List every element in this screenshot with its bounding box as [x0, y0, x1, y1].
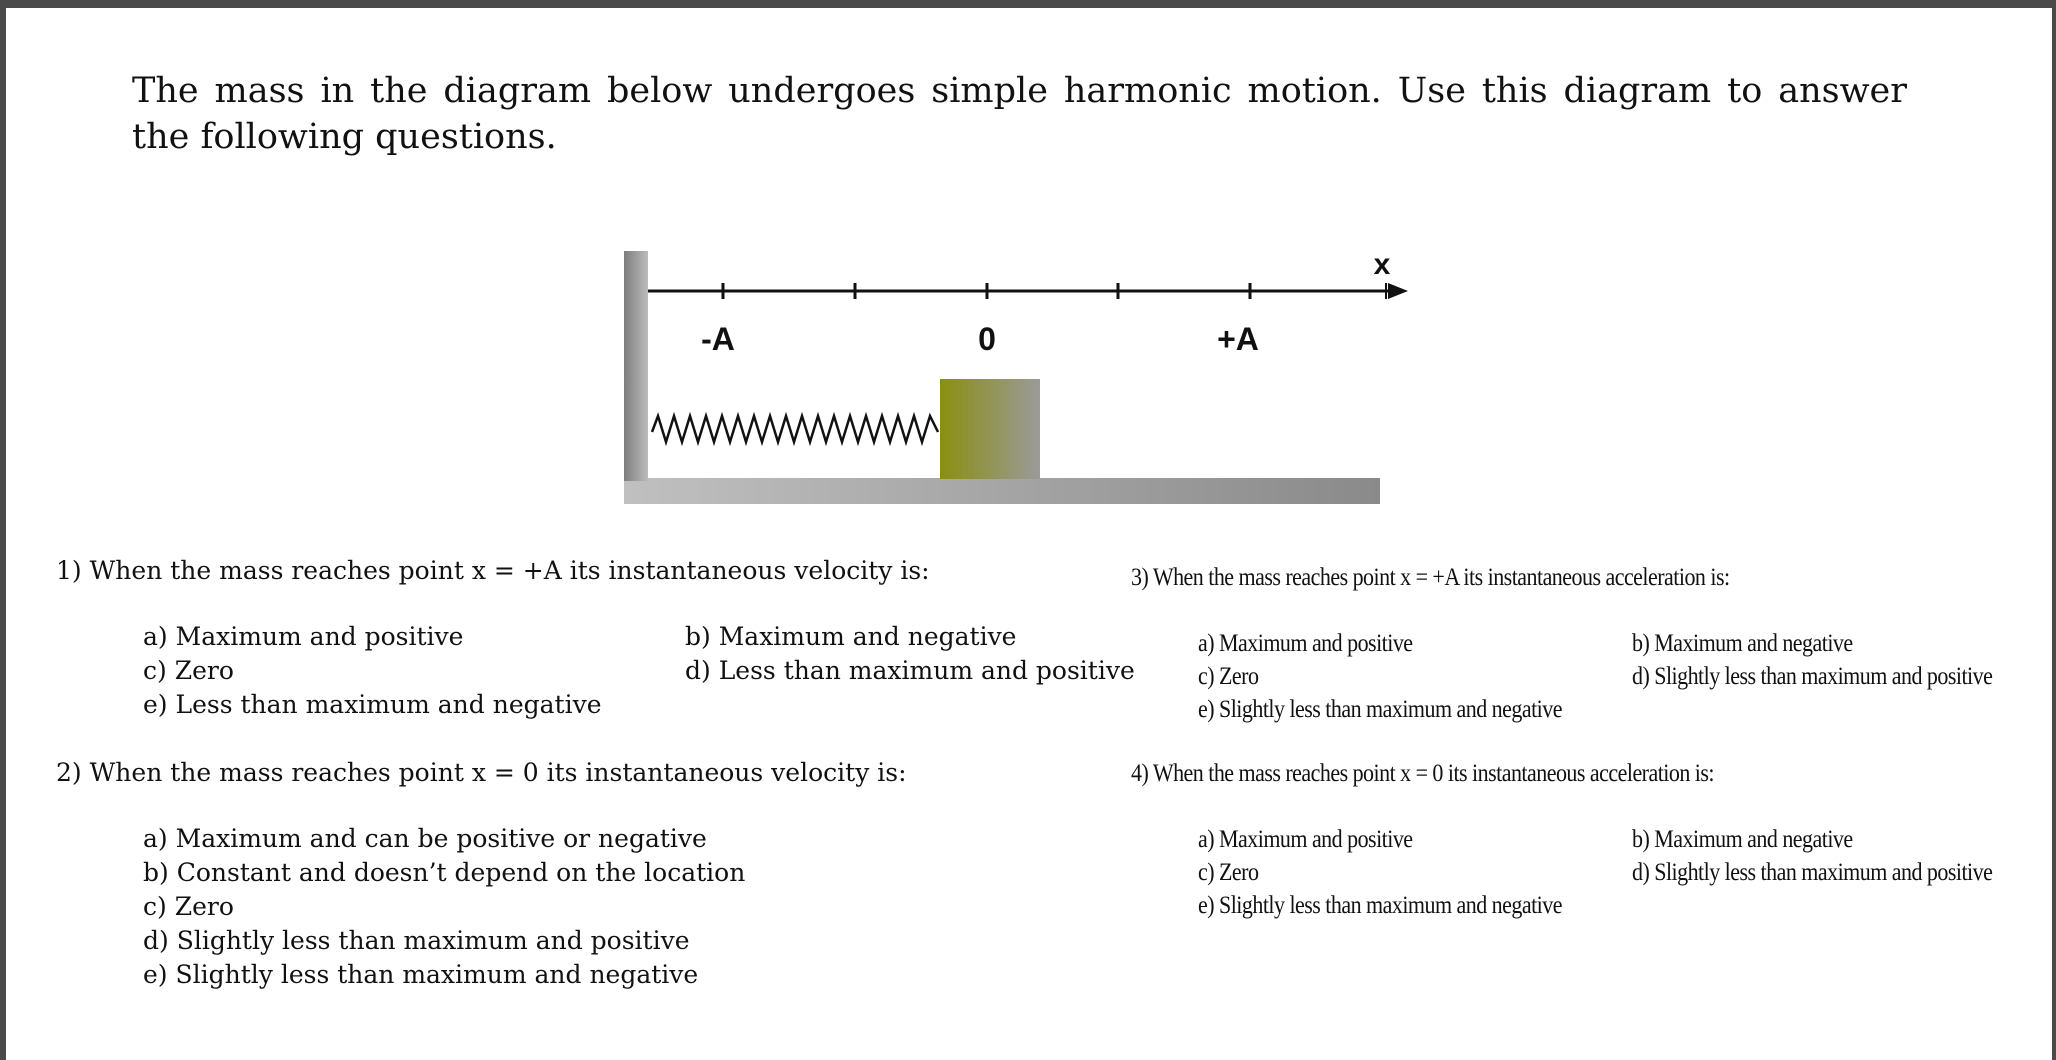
axis-label-x: x — [1373, 248, 1391, 281]
question-2: 2) When the mass reaches point x = 0 its instantaneous velocity is: — [56, 758, 907, 787]
q3-option-a: a) Maximum and positive — [1198, 630, 1413, 657]
q3-option-b: b) Maximum and negative — [1632, 630, 1853, 657]
intro-paragraph: The mass in the diagram below undergoes simple harmonic motion. Use this diagram to answer the following questions. — [132, 71, 1907, 157]
wall — [624, 251, 648, 481]
question-3: 3) When the mass reaches point x = +A its instantaneous acceleration is: — [1131, 564, 1730, 591]
floor — [624, 478, 1380, 504]
q2-option-c: c) Zero — [143, 892, 234, 921]
shm-diagram — [618, 236, 1418, 516]
q3-option-e: e) Slightly less than maximum and negative — [1198, 696, 1562, 723]
document-page — [6, 8, 2052, 1060]
tick-label-minus-a: -A — [701, 321, 735, 357]
q4-option-c: c) Zero — [1198, 859, 1259, 886]
tick-label-zero: 0 — [978, 321, 996, 357]
q1-option-d: d) Less than maximum and positive — [685, 656, 1135, 685]
q1-option-c: c) Zero — [143, 656, 234, 685]
tick-label-plus-a: +A — [1217, 321, 1259, 357]
q2-option-e: e) Slightly less than maximum and negative — [143, 960, 699, 989]
q2-option-d: d) Slightly less than maximum and positive — [143, 926, 690, 955]
q4-option-a: a) Maximum and positive — [1198, 826, 1413, 853]
q4-option-d: d) Slightly less than maximum and positive — [1632, 859, 1993, 886]
q4-option-e: e) Slightly less than maximum and negative — [1198, 892, 1562, 919]
q2-option-a: a) Maximum and can be positive or negative — [143, 824, 707, 853]
q3-option-c: c) Zero — [1198, 663, 1259, 690]
spring — [652, 416, 938, 442]
q1-option-b: b) Maximum and negative — [685, 622, 1017, 651]
question-4: 4) When the mass reaches point x = 0 its instantaneous acceleration is: — [1131, 760, 1715, 787]
question-1: 1) When the mass reaches point x = +A its instantaneous velocity is: — [56, 556, 930, 585]
x-axis-arrow — [1388, 283, 1408, 299]
q1-option-e: e) Less than maximum and negative — [143, 690, 602, 719]
q3-option-d: d) Slightly less than maximum and positive — [1632, 663, 1993, 690]
q1-option-a: a) Maximum and positive — [143, 622, 464, 651]
q2-option-b: b) Constant and doesn’t depend on the location — [143, 858, 746, 887]
mass-block — [940, 379, 1040, 479]
q4-option-b: b) Maximum and negative — [1632, 826, 1853, 853]
